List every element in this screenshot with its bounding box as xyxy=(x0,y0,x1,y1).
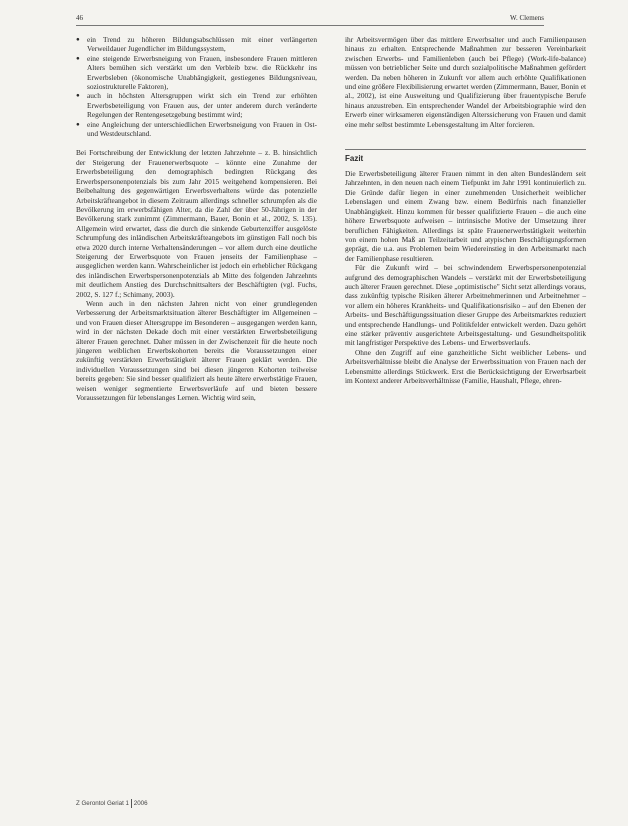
bullet-item: ● eine steigende Erwerbsneigung von Frauen, insbesondere Frauen mittleren Alters bemühen sich verstärkt um den Verbleib bzw. die Rückkehr ins Erwerbsleben (ökonomische Unabhängigkeit, gestiegenes Bildungsniveau, soziostrukturelle Faktoren), xyxy=(76,54,317,92)
fazit-heading: Fazit xyxy=(345,154,364,164)
journal-name: Z Gerontol Geriat 1 xyxy=(76,800,129,808)
fazit-paragraph: Für die Zukunft wird – bei schwindendem Erwerbspersonenpotenzial aufgrund des demographischen Wandels – verstärkt mit der Erwerbsbeteiligung auch älterer Frauen gerechnet. Diese „optimistische" Sicht setzt allerdings voraus, dass zukünftig typische Risiken älterer Arbeitnehmerinnen und Arbeitnehmer – vor allem ein höheres Krankheits- und Qualifikationsrisiko – auf den Ebenen der Arbeits- und Beschäftigungssituation dieser Gruppe des Arbeitsmarktes reduziert und entsprechende Handlungs- und Politikfelder entwickelt werden. Dazu gehört eine stärker präventiv ausgerichtete Arbeitsgestaltung- und Gesundheitspolitik mit langfristiger Perspektive des Lebens- und Erwerbsverlaufs. xyxy=(345,263,586,348)
header-rule xyxy=(76,25,544,26)
body-paragraph: Bei Fortschreibung der Entwicklung der letzten Jahrzehnte – z. B. hinsichtlich der Steigerung der Frauenerwerbsquote – könnte eine Zunahme der Erwerbsbeteiligung den demographisch bedingten Rückgang des Erwerbspersonenpotenzials bis zum Jahr 2015 weitgehend kompensieren. Bei Beibehaltung des gegenwärtigen Erwerbsverhaltens würde das potenzielle Arbeitskräfteangebot in diesem Zeitraum allerdings schneller schrumpfen als die Bevölkerung im erwerbsfähigen Alter, da die Zahl der über 50-Jährigen in der Bevölkerung stark zunimmt (Zimmermann, Bauer, Bonin et al., 2002, S. 135). Allgemein wird erwartet, dass die durch die sinkende Geburtenziffer ausgelöste Schrumpfung des inländischen Arbeitskräfteangebots im günstigen Fall noch bis etwa 2020 durch interne Verhaltensänderungen – vor allem durch eine deutliche Steigerung der Erwerbsquote von Frauen jenseits der Familienphase – ausgeglichen werden kann. Wahrscheinlicher ist jedoch ein erheblicher Rückgang des inländischen Erwerbspersonenpotenzials ab Mitte des folgenden Jahrzehnts mit deutlichem Anstieg des Durchschnittsalters der Beschäftigten (vgl. Fuchs, 2002, S. 127 f.; Schimany, 2003). xyxy=(76,148,317,299)
fazit-paragraph: Die Erwerbsbeteiligung älterer Frauen nimmt in den alten Bundesländern seit Jahrzehnten, in den neuen nach einem Tiefpunkt im Jahr 1991 kontinuierlich zu. Die Gründe dafür liegen in einer zunehmenden Unsicherheit weiblicher Lebenslagen und einem Zwang bzw. einem Bedürfnis nach finanzieller Unabhängigkeit. Hinzu kommen für besser qualifizierte Frauen – die auch eine höhere Erwerbsquote aufweisen – intrinsische Motive der Umsetzung ihrer beruflichen Fähigkeiten. Allerdings ist späte Frauenerwerbstätigkeit weiterhin von einem hohen Maß an Teilzeitarbeit und atypischen Beschäftigungsformen geprägt, die u.a. aus Problemen beim Wiedereinstieg in den Arbeitsmarkt nach der Familienphase resultieren. xyxy=(345,169,586,263)
bullet-item: ● eine Angleichung der unterschiedlichen Erwerbsneigung von Frauen in Ost- und Westdeutschland. xyxy=(76,120,317,139)
running-head-author: W. Clemens xyxy=(510,14,544,22)
body-paragraph: ihr Arbeitsvermögen über das mittlere Erwerbsalter und auch Familienpausen hinaus zu erhalten. Entsprechende Maßnahmen zur besseren Vereinbarkeit zwischen Erwerbs- und Familienleben (auch bei Pflege) (Work-life-balance) müssen von betrieblicher Seite und durch sozialpolitische Maßnahmen gefördert werden. Da neben höheren in Zukunft vor allem auch erhöhte Qualifikationen und eine größere Flexibilisierung erwartet werden (Zimmermann, Bauer, Bonin et al., 2002), ist eine Ausweitung und Qualifizierung über frauentypische Berufe hinaus anzustreben. Ein entsprechender Wandel der Arbeitsbiographie wird den Erwerb einer wirksameren eigenständigen Alterssicherung von Frauen und damit eine mehr selbst bestimmte Lebensgestaltung im Alter forcieren. xyxy=(345,35,586,129)
page-number: 46 xyxy=(76,14,83,22)
bullet-item: ● auch in höchsten Altersgruppen wirkt sich ein Trend zur erhöhten Erwerbsbeteiligung von Frauen aus, der unter anderem durch veränderte Regelungen der Rentengesetzgebung bestimmt wird; xyxy=(76,91,317,119)
right-column xyxy=(345,35,586,385)
journal-year: 2006 xyxy=(133,800,148,808)
bullet-list xyxy=(76,35,317,138)
fazit-paragraph: Ohne den Zugriff auf eine ganzheitliche Sicht weiblicher Lebens- und Arbeitsverhältnisse bleibt die Analyse der Erwerbssituation von Frauen nach der Lebensmitte allerdings Stückwerk. Erst die Berücksichtigung der Erwerbsarbeit im Kontext anderer Arbeitsverhältnisse (Familie, Haushalt, Pflege, ehren- xyxy=(345,347,586,385)
left-column xyxy=(76,35,317,402)
fazit-section xyxy=(345,149,586,385)
bullet-item: ● ein Trend zu höheren Bildungsabschlüssen mit einer verlängerten Verweildauer Jugendlicher im Bildungssystem, xyxy=(76,35,317,54)
footer-divider xyxy=(131,799,132,808)
footer xyxy=(76,799,148,808)
body-paragraph: Wenn auch in den nächsten Jahren nicht von einer grundlegenden Verbesserung der Arbeitsmarktsituation älterer Beschäftigter im Allgemeinen – und von Frauen dieser Altersgruppe im Besonderen – ausgegangen werden kann, wird in der nächsten Dekade doch mit einer verstärkten Erwerbsbeteiligung älterer Frauen gerechnet. Daher müssen in der Zwischenzeit für die heute noch jüngeren weiblichen Erwerbskohorten bereits die Voraussetzungen einer zukünftig verstärkten Erwerbstätigkeit älterer Frauen geklärt werden. Die individuellen Voraussetzungen sind bei diesen jüngeren Kohorten teilweise bereits gegeben: Sie sind besser qualifiziert als heute ältere erwerbstätige Frauen, weisen weniger segmentierte Erwerbsverläufe auf und bieten bessere Voraussetzungen für lebenslanges Lernen. Wichtig wird sein, xyxy=(76,298,317,403)
